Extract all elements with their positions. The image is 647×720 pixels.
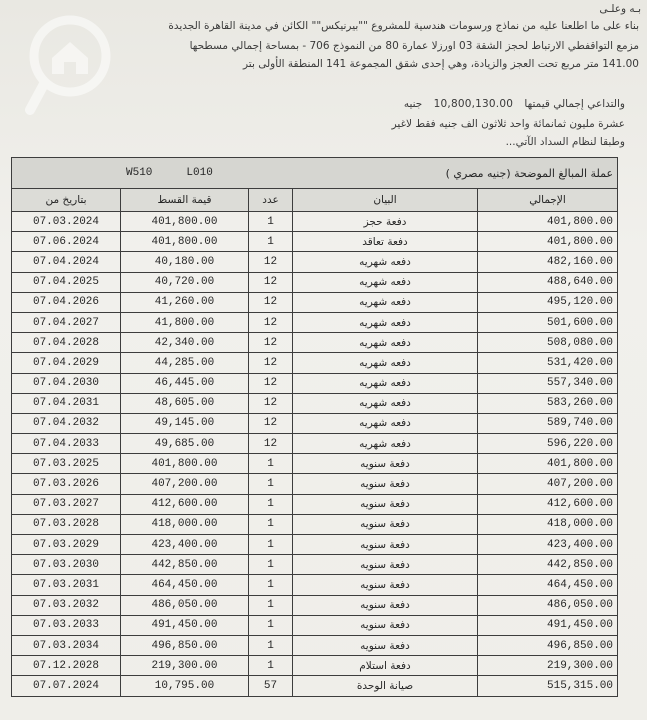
cell-description: دفعه شهريه [293,333,478,353]
table-row [12,373,618,393]
cell-date: 07.07.2024 [12,676,121,696]
cell-date: 07.03.2034 [12,635,121,655]
cell-description: صيانة الوحدة [293,676,478,696]
cell-total: 219,300.00 [478,656,618,676]
cell-date: 07.03.2028 [12,514,121,534]
cell-installment: 219,300.00 [121,656,249,676]
cell-date: 07.03.2027 [12,494,121,514]
payment-system-line: وطبقا لنظام السداد الآتي... [505,136,625,148]
cell-installment: 44,285.00 [121,353,249,373]
cell-count: 1 [249,615,293,635]
cell-count: 12 [249,434,293,454]
cell-date: 07.04.2028 [12,333,121,353]
col-header-total: الإجمالي [478,189,618,212]
cell-count: 1 [249,575,293,595]
floor-code: L010 [186,167,213,179]
cell-date: 07.04.2032 [12,413,121,433]
cell-installment: 41,800.00 [121,312,249,332]
cell-installment: 10,795.00 [121,676,249,696]
cell-installment: 442,850.00 [121,555,249,575]
table-row [12,676,618,696]
cell-date: 07.03.2026 [12,474,121,494]
table-row [12,232,618,252]
cell-count: 1 [249,514,293,534]
cell-total: 531,420.00 [478,353,618,373]
cell-description: دفعة سنويه [293,635,478,655]
table-row [12,312,618,332]
cell-total: 508,080.00 [478,333,618,353]
table-row [12,333,618,353]
table-row [12,413,618,433]
table-row [12,635,618,655]
table-row [12,434,618,454]
total-value: 10,800,130.00 [433,98,514,110]
cell-count: 57 [249,676,293,696]
cell-installment: 40,180.00 [121,252,249,272]
cell-installment: 464,450.00 [121,575,249,595]
cell-total: 501,600.00 [478,312,618,332]
cell-description: دفعة سنويه [293,514,478,534]
cell-description: دفعة تعاقد [293,232,478,252]
cell-description: دفعة استلام [293,656,478,676]
cell-date: 07.03.2033 [12,615,121,635]
cell-total: 491,450.00 [478,615,618,635]
cell-count: 1 [249,555,293,575]
cell-installment: 42,340.00 [121,333,249,353]
cell-count: 12 [249,312,293,332]
cell-installment: 49,685.00 [121,434,249,454]
cell-description: دفعة سنويه [293,555,478,575]
cell-count: 1 [249,232,293,252]
cell-date: 07.03.2031 [12,575,121,595]
cell-date: 07.04.2029 [12,353,121,373]
cell-total: 557,340.00 [478,373,618,393]
table-row [12,292,618,312]
cell-count: 12 [249,373,293,393]
payment-schedule-table [11,157,618,697]
cell-total: 401,800.00 [478,232,618,252]
cell-date: 07.04.2030 [12,373,121,393]
table-row [12,353,618,373]
cell-description: دفعه شهريه [293,272,478,292]
table-row [12,615,618,635]
cell-description: دفعه شهريه [293,373,478,393]
cell-installment: 491,450.00 [121,615,249,635]
table-row [12,494,618,514]
cell-description: دفعة حجز [293,212,478,232]
cell-total: 482,160.00 [478,252,618,272]
cell-date: 07.03.2029 [12,535,121,555]
table-row [12,212,618,232]
cell-installment: 401,800.00 [121,232,249,252]
cell-description: دفعه شهريه [293,312,478,332]
cell-count: 12 [249,353,293,373]
cell-total: 407,200.00 [478,474,618,494]
intro-line-2: مزمع التواقفطي الارتباط لحجز الشقة 03 اورزلا عمارة 80 من النموذج 706 - بمساحة إجمالي مسطحها [189,40,639,52]
total-words-line: عشرة مليون ثمانمائة واحد ثلاثون الف جنيه فقط لاغير [391,118,625,130]
table-row [12,656,618,676]
cell-count: 12 [249,272,293,292]
cell-installment: 418,000.00 [121,514,249,534]
cell-total: 486,050.00 [478,595,618,615]
cell-description: دفعة سنويه [293,535,478,555]
cell-total: 583,260.00 [478,393,618,413]
cell-count: 1 [249,635,293,655]
cell-date: 07.04.2031 [12,393,121,413]
cell-count: 12 [249,252,293,272]
cell-installment: 46,445.00 [121,373,249,393]
cell-description: دفعة سنويه [293,595,478,615]
cell-installment: 496,850.00 [121,635,249,655]
cell-installment: 486,050.00 [121,595,249,615]
col-header-installment: قيمة القسط [121,189,249,212]
cell-count: 12 [249,333,293,353]
cell-date: 07.04.2024 [12,252,121,272]
cell-description: دفعة سنويه [293,454,478,474]
cell-installment: 48,605.00 [121,393,249,413]
cell-description: دفعة سنويه [293,474,478,494]
cell-date: 07.06.2024 [12,232,121,252]
cell-total: 495,120.00 [478,292,618,312]
cell-description: دفعه شهريه [293,292,478,312]
cell-date: 07.03.2030 [12,555,121,575]
cell-date: 07.03.2025 [12,454,121,474]
table-row [12,272,618,292]
cell-count: 1 [249,595,293,615]
cell-total: 412,600.00 [478,494,618,514]
table-row [12,454,618,474]
cell-date: 07.04.2025 [12,272,121,292]
cell-count: 1 [249,454,293,474]
cell-total: 496,850.00 [478,635,618,655]
cell-date: 07.04.2026 [12,292,121,312]
table-banner-row [12,158,618,189]
cell-count: 1 [249,494,293,514]
cell-installment: 401,800.00 [121,454,249,474]
cell-description: دفعه شهريه [293,434,478,454]
table-row [12,535,618,555]
cell-date: 07.03.2032 [12,595,121,615]
cell-date: 07.04.2033 [12,434,121,454]
cell-installment: 401,800.00 [121,212,249,232]
cell-total: 464,450.00 [478,575,618,595]
unit-code: W510 [126,167,153,179]
cell-installment: 41,260.00 [121,292,249,312]
cell-total: 488,640.00 [478,272,618,292]
cell-date: 07.04.2027 [12,312,121,332]
col-header-count: عدد [249,189,293,212]
cell-description: دفعه شهريه [293,393,478,413]
table-row [12,252,618,272]
cell-count: 1 [249,474,293,494]
cell-count: 1 [249,656,293,676]
cell-installment: 412,600.00 [121,494,249,514]
cell-installment: 49,145.00 [121,413,249,433]
cell-description: دفعه شهريه [293,413,478,433]
table-row [12,474,618,494]
table-row [12,555,618,575]
cell-total: 423,400.00 [478,535,618,555]
watermark-logo-icon [22,6,122,116]
cell-count: 12 [249,413,293,433]
currency-title: عملة المبالغ الموضحة (جنيه مصري ) [445,166,614,180]
cell-count: 12 [249,393,293,413]
table-body [12,212,618,697]
table-row [12,514,618,534]
table-row [12,575,618,595]
cell-total: 401,800.00 [478,212,618,232]
cell-total: 515,315.00 [478,676,618,696]
cell-total: 442,850.00 [478,555,618,575]
cell-installment: 40,720.00 [121,272,249,292]
total-line: والتداعي إجمالي قيمتها 10,800,130.00 جنيه [403,98,625,110]
cell-installment: 423,400.00 [121,535,249,555]
cell-date: 07.12.2028 [12,656,121,676]
cell-count: 1 [249,535,293,555]
intro-line-1: بناء على ما اطلعنا عليه من نماذج ورسومات هندسية للمشروع ""بيرنيكس"" الكائن في مدينة القاهرة الجديدة [168,20,639,32]
cell-total: 401,800.00 [478,454,618,474]
cell-total: 418,000.00 [478,514,618,534]
cell-count: 12 [249,292,293,312]
cell-description: دفعة سنويه [293,615,478,635]
intro-line-3: 141.00 متر مربع تحت العجز والزيادة، وهي إحدى شقق المجموعة 141 المنطقة الأولى بتر [243,58,639,70]
cell-description: دفعة سنويه [293,575,478,595]
cell-description: دفعه شهريه [293,353,478,373]
cell-total: 589,740.00 [478,413,618,433]
table-header-row [12,189,618,212]
cell-count: 1 [249,212,293,232]
cell-description: دفعة سنويه [293,494,478,514]
cell-description: دفعه شهريه [293,252,478,272]
cell-date: 07.03.2024 [12,212,121,232]
col-header-description: البيان [293,189,478,212]
header-line: بـه وعلـى [599,3,641,15]
col-header-date: بتاريخ من [12,189,121,212]
cell-installment: 407,200.00 [121,474,249,494]
table-row [12,595,618,615]
table-row [12,393,618,413]
cell-total: 596,220.00 [478,434,618,454]
